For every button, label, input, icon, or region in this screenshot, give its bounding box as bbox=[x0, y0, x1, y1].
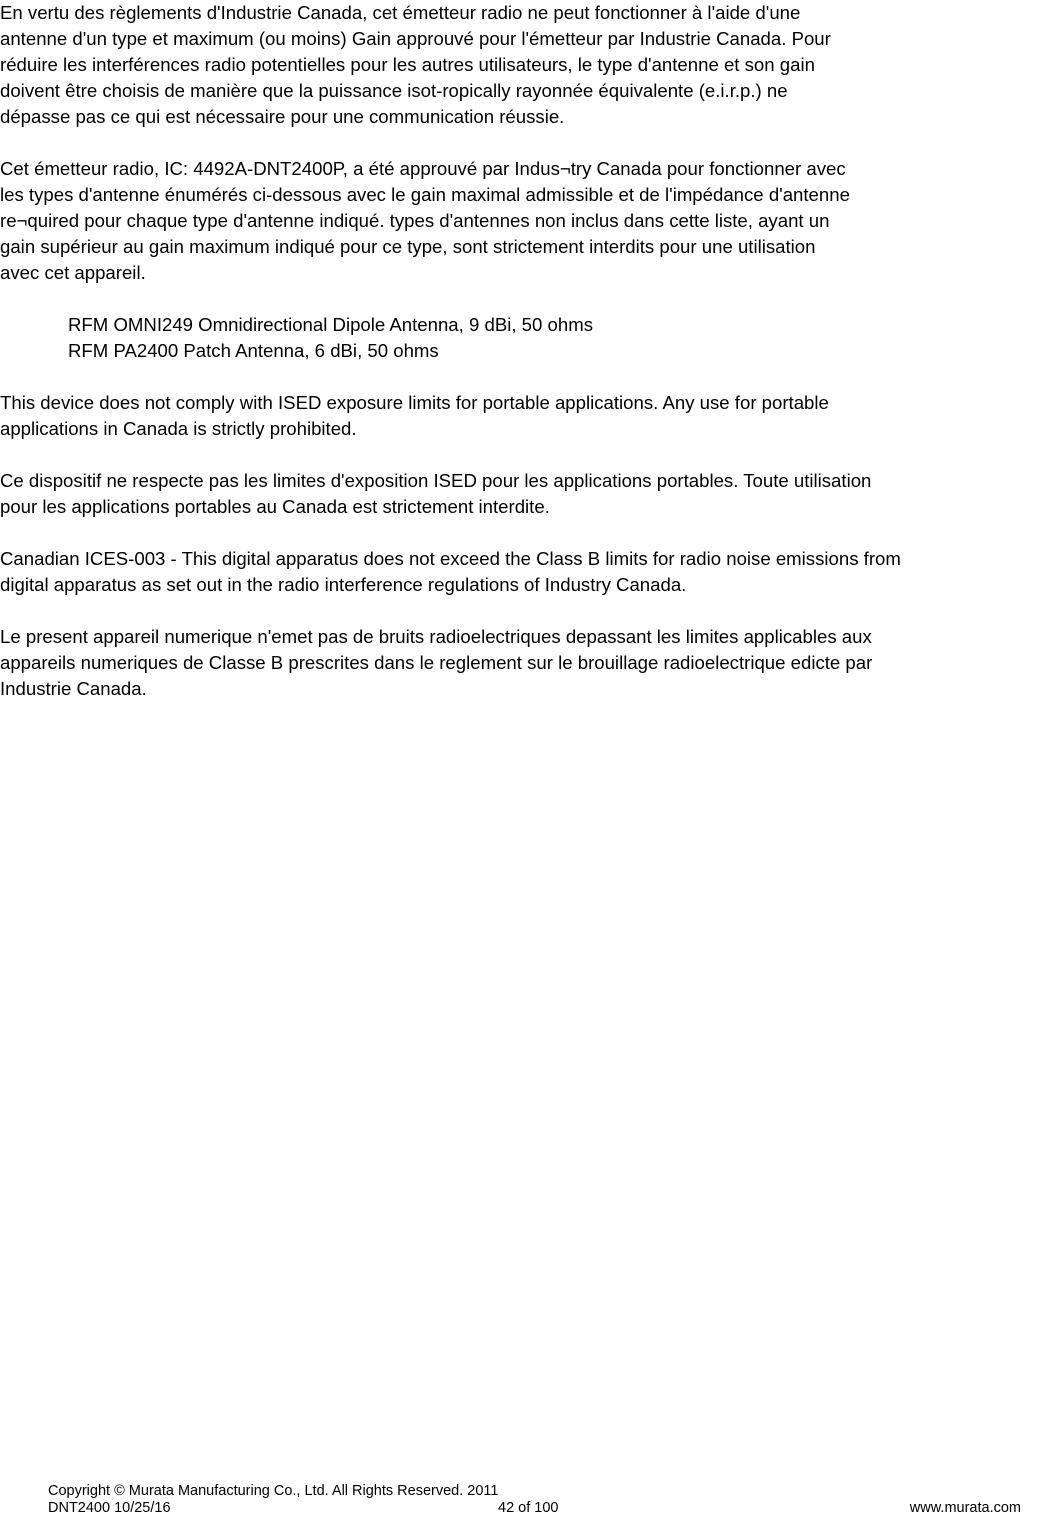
antenna-list-item: RFM OMNI249 Omnidirectional Dipole Antenna, 9 dBi, 50 ohms bbox=[68, 314, 594, 335]
text-line: En vertu des règlements d'Industrie Canada, cet émetteur radio ne peut fonctionner à l'aide d'une bbox=[0, 2, 801, 23]
text-line: Ce dispositif ne respecte pas les limites d'exposition ISED pour les applications portables. Toute utilisation bbox=[0, 470, 872, 491]
text-line: doivent être choisis de manière que la puissance isot-ropically rayonnée équivalente (e.i.r.p.) ne bbox=[0, 80, 788, 101]
text-line: dépasse pas ce qui est nécessaire pour une communication réussie. bbox=[0, 106, 565, 127]
paragraph-ic-approval bbox=[0, 156, 1041, 286]
text-line: Canadian ICES-003 - This digital apparatus does not exceed the Class B limits for radio noise emissions from bbox=[0, 548, 901, 569]
text-line: pour les applications portables au Canada est strictement interdite. bbox=[0, 496, 550, 517]
text-line: Industrie Canada. bbox=[0, 678, 147, 699]
copyright-notice: Copyright © Murata Manufacturing Co., Ltd. All Rights Reserved. 2011 bbox=[48, 1483, 499, 1499]
text-line: applications in Canada is strictly prohibited. bbox=[0, 418, 357, 439]
paragraph-ices-003-en bbox=[0, 546, 1041, 598]
page-number: 42 of 100 bbox=[498, 1500, 559, 1516]
paragraph-ised-exposure-en bbox=[0, 390, 1041, 442]
paragraph-ices-003-fr bbox=[0, 624, 1041, 702]
text-line: Cet émetteur radio, IC: 4492A-DNT2400P, a été approuvé par Indus¬try Canada pour fonctionner avec bbox=[0, 158, 846, 179]
text-line: antenne d'un type et maximum (ou moins) Gain approuvé pour l'émetteur par Industrie Canada. Pour bbox=[0, 28, 831, 49]
paragraph-ic-antenne bbox=[0, 0, 1041, 130]
paragraph-ised-exposure-fr bbox=[0, 468, 1041, 520]
antenna-list-item: RFM PA2400 Patch Antenna, 6 dBi, 50 ohms bbox=[68, 340, 439, 361]
text-line: appareils numeriques de Classe B prescrites dans le reglement sur le brouillage radioelectrique edicte par bbox=[0, 652, 873, 673]
text-line: digital apparatus as set out in the radio interference regulations of Industry Canada. bbox=[0, 574, 687, 595]
document-id: DNT2400 10/25/16 bbox=[48, 1500, 171, 1516]
antenna-list bbox=[0, 312, 1041, 364]
text-line: gain supérieur au gain maximum indiqué pour ce type, sont strictement interdits pour une utilisation bbox=[0, 236, 816, 257]
page-footer bbox=[0, 1483, 1041, 1517]
text-line: This device does not comply with ISED exposure limits for portable applications. Any use for portable bbox=[0, 392, 829, 413]
text-line: avec cet appareil. bbox=[0, 262, 146, 283]
text-line: Le present appareil numerique n'emet pas de bruits radioelectriques depassant les limites applicables aux bbox=[0, 626, 872, 647]
text-line: les types d'antenne énumérés ci-dessous avec le gain maximal admissible et de l'impédance d'antenne bbox=[0, 184, 850, 205]
website-url: www.murata.com bbox=[909, 1500, 1021, 1516]
text-line: re¬quired pour chaque type d'antenne indiqué. types d'antennes non inclus dans cette liste, ayant un bbox=[0, 210, 830, 231]
document-body bbox=[0, 0, 1041, 728]
text-line: réduire les interférences radio potentielles pour les autres utilisateurs, le type d'antenne et son gain bbox=[0, 54, 815, 75]
